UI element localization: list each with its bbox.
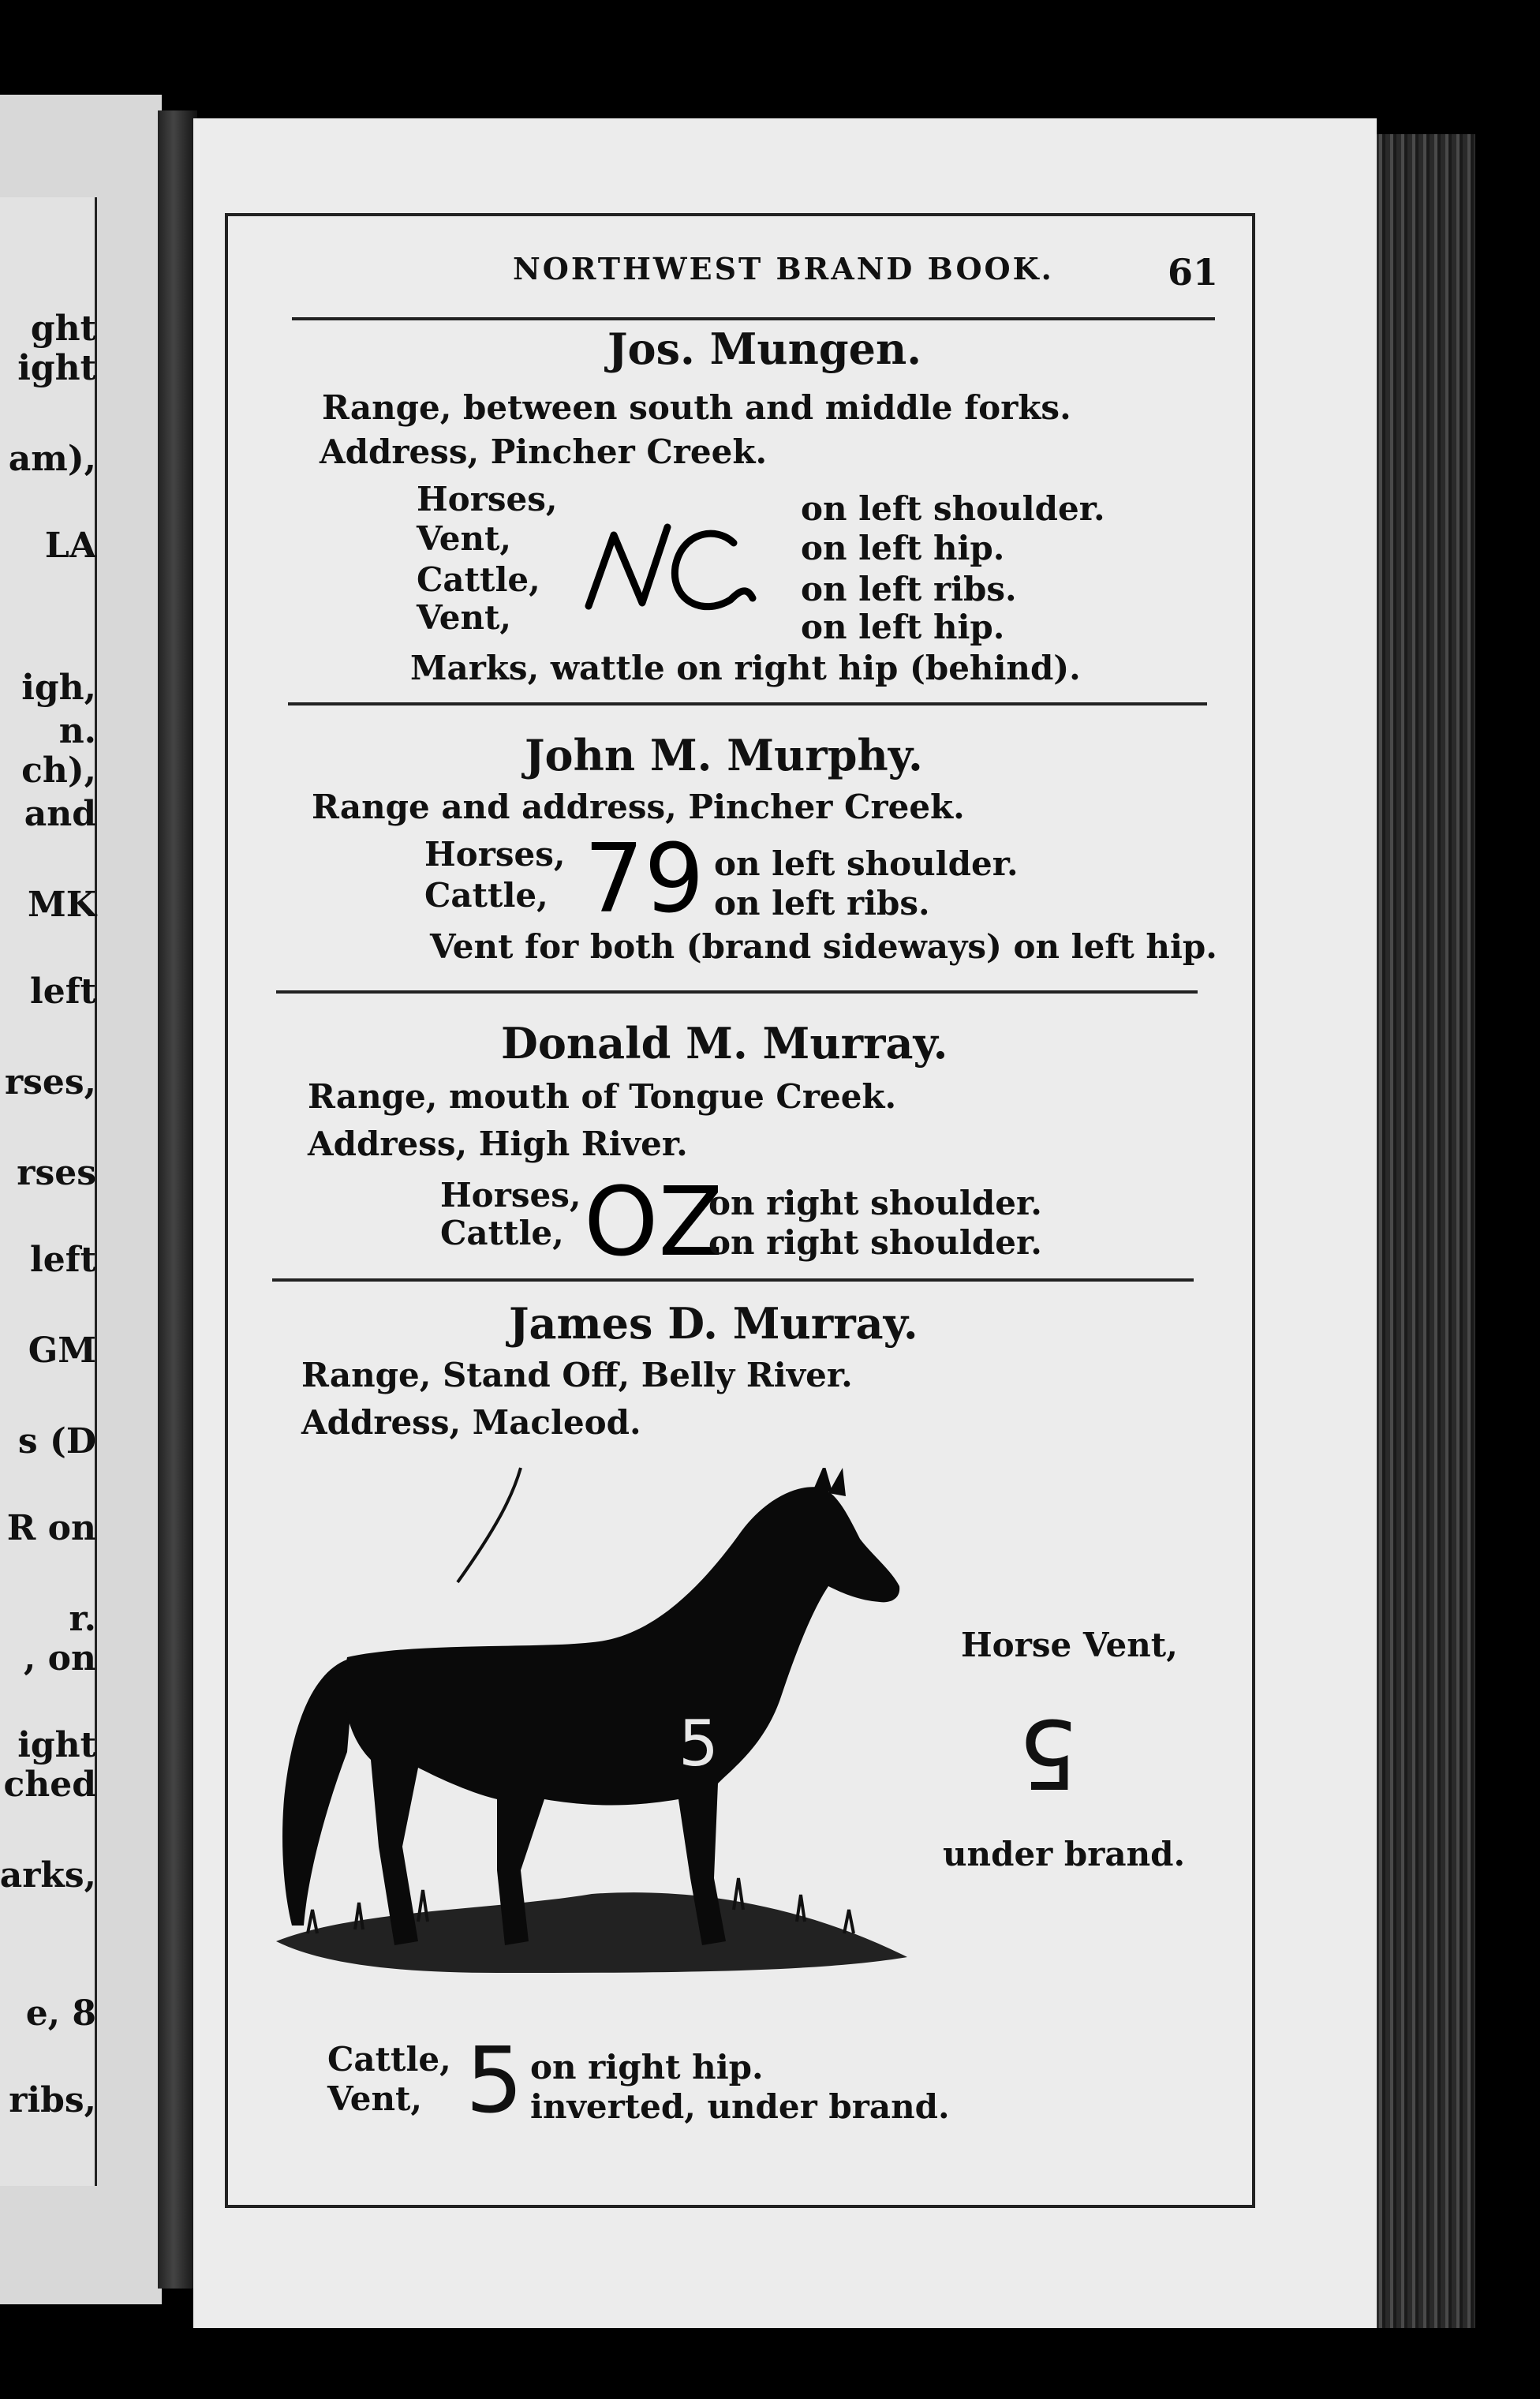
brand-label: Cattle, [424, 876, 548, 915]
entry-range: Range, between south and middle forks. [322, 388, 1071, 427]
fragment: ight [17, 348, 96, 388]
fragment: rses [17, 1153, 96, 1193]
running-header: NORTHWEST BRAND BOOK. [513, 251, 1054, 286]
fragment: igh, [21, 668, 96, 708]
fragment: R on [6, 1508, 96, 1548]
brand-location: on left ribs. [801, 570, 1017, 608]
brand-oz: OZ [584, 1168, 723, 1278]
fragment: left [30, 971, 96, 1012]
horse-brand: 5 [678, 1707, 719, 1780]
brand-label: Horses, [417, 480, 558, 518]
fragment: s (D [17, 1421, 96, 1461]
brand-location: on left shoulder. [801, 489, 1105, 528]
horse-vent-brand: 5 [1018, 1697, 1078, 1807]
brand-location: on left hip. [801, 529, 1005, 567]
entry-address: Address, High River. [308, 1125, 688, 1163]
fragment: left [30, 1240, 96, 1280]
entry-vent: Vent for both (brand sideways) on left hip. [430, 927, 1217, 966]
brand-label: Vent, [327, 2079, 423, 2118]
fragment: n. [58, 711, 96, 751]
entry-address: Address, Pincher Creek. [320, 432, 768, 471]
book-gutter [158, 110, 197, 2289]
fragment: ched [3, 1765, 96, 1805]
entry-range: Range, mouth of Tongue Creek. [308, 1077, 897, 1116]
fragment: ribs, [9, 2080, 96, 2120]
horse-illustration [260, 1468, 939, 2020]
brand-79: 79 [584, 825, 705, 934]
brand-location: on left hip. [801, 608, 1005, 646]
entry-marks: Marks, wattle on right hip (behind). [410, 649, 1081, 687]
fragment: ight [17, 1725, 96, 1765]
cattle-brand: 5 [465, 2028, 524, 2134]
brand-label: Horses, [424, 835, 566, 874]
brand-location: on left ribs. [714, 884, 930, 923]
page-number: 61 [1168, 251, 1219, 294]
brand-label: Horses, [440, 1176, 581, 1214]
entry-divider [276, 990, 1198, 994]
fragment: LA [44, 526, 96, 566]
header-rule [292, 317, 1215, 320]
fragment: and [24, 794, 96, 834]
entry-name: Jos. Mungen. [607, 324, 922, 374]
brand-label: Vent, [417, 519, 512, 558]
brand-location: on right shoulder. [708, 1223, 1042, 1262]
brand-location: inverted, under brand. [530, 2087, 950, 2126]
fragment: rses, [4, 1062, 96, 1102]
fragment: am), [8, 439, 96, 479]
brand-label: Vent, [417, 598, 512, 637]
entry-name: John M. Murphy. [525, 730, 923, 780]
previous-page-fragments [0, 0, 110, 2399]
fragment: MK [28, 885, 96, 925]
entry-name: Donald M. Murray. [501, 1018, 948, 1069]
fragment: arks, [0, 1855, 96, 1896]
entry-range: Range and address, Pincher Creek. [312, 788, 965, 826]
brand-label: Cattle, [440, 1214, 564, 1252]
brand-location: on right shoulder. [708, 1184, 1042, 1222]
fragment: GM [28, 1330, 96, 1371]
entry-divider [272, 1278, 1194, 1282]
fragment: , on [24, 1638, 96, 1679]
brand-location: on left shoulder. [714, 844, 1019, 883]
brand-label: Cattle, [417, 560, 540, 599]
entry-address: Address, Macleod. [301, 1403, 641, 1442]
horse-vent-label: Horse Vent, [961, 1626, 1178, 1664]
entry-name: James D. Murray. [509, 1298, 918, 1349]
brand-nc-mark [584, 521, 773, 623]
entry-divider [288, 702, 1207, 705]
entry-range: Range, Stand Off, Belly River. [301, 1356, 853, 1394]
brand-location: on right hip. [530, 2048, 764, 2086]
fragment: ch), [21, 750, 96, 791]
fragment: r. [69, 1599, 96, 1639]
brand-label: Cattle, [327, 2040, 451, 2079]
fragment: ght [30, 309, 96, 349]
horse-vent-note: under brand. [943, 1835, 1186, 1873]
fragment: e, 8 [25, 1993, 96, 2034]
